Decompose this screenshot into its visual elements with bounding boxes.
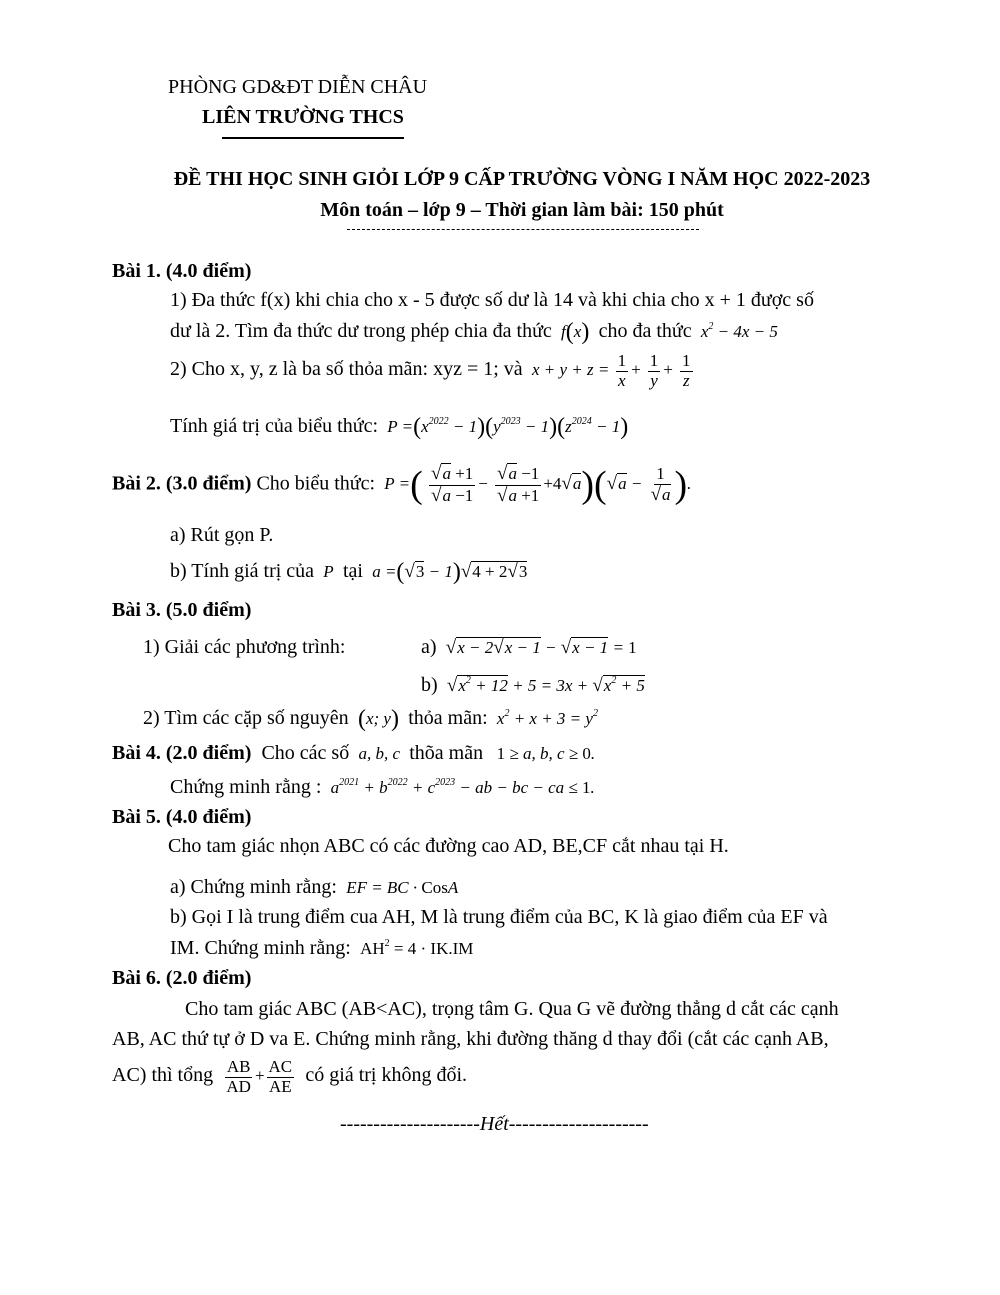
end-marker: ---------------------Hết--------------------- xyxy=(340,1113,649,1135)
bai6-line1: Cho tam giác ABC (AB<AC), trọng tâm G. Qua G vẽ đường thẳng d cắt các cạnh xyxy=(185,998,839,1020)
bai5-intro: Cho tam giác nhọn ABC có các đường cao AD, BE,CF cắt nhau tại H. xyxy=(168,835,729,857)
bai2-part-b: b) Tính giá trị của P tại a =(√3 − 1)√4 + 2√3 xyxy=(170,559,528,585)
bai2-part-a: a) Rút gọn P. xyxy=(170,524,274,546)
bai1-part3: Tính giá trị của biểu thức: $P =(x^{2022} - 1)(y^{2023} - 1)(z^{2024} - 1)$ xyxy=(170,414,629,440)
bai6-line3: AC) thì tổng $\frac{AB}{AD}$ + $\frac{AC}{AE}$ có giá trị không đổi. xyxy=(112,1057,468,1096)
bai5-part-b-line2: IM. Chứng minh rằng: $AH^2 = 4 \cdot IK.IM$ xyxy=(170,937,474,959)
bai3-heading: Bài 3. (5.0 điểm) xyxy=(112,599,252,621)
bai4-line2: Chứng minh rằng : $a^{2021} + b^{2022} + c^{2023}$ − ab − bc − ca ≤ 1. xyxy=(170,776,595,798)
bai1-heading: Bài 1. (4.0 điểm) xyxy=(112,260,252,282)
bai1-part1-line2: dư là 2. Tìm đa thức dư trong phép chia đa thức f(x) cho đa thức $x^2 - 4x - 5$ xyxy=(170,319,778,345)
department-name: PHÒNG GD&ĐT DIỄN CHÂU xyxy=(168,76,428,98)
bai2-line: Bài 2. (3.0 điểm) Cho biểu thức: P =( $\frac{√a +1}{√a -1}$ − $\frac{√a -1}{√a +1}$ +4√a)(√a − $\frac{1}{√a}$ ). xyxy=(112,463,692,507)
bai4-line1: Bài 4. (2.0 điểm) Cho các số a, b, c thõa mãn 1 ≥ a, b, c ≥ 0. xyxy=(112,742,596,764)
subtitle-underline xyxy=(347,229,699,230)
bai3-part2: 2) Tìm các cặp số nguyên (x; y) thỏa mãn: $x^2 + x + 3 = y^2$ xyxy=(143,706,598,732)
bai3-eq-a: a) √x − 2√x − 1 − √x − 1 = 1 xyxy=(421,636,637,658)
school-name: LIÊN TRƯỜNG THCS xyxy=(202,106,404,128)
bai5-part-b-line1: b) Gọi I là trung điểm cua AH, M là trung điểm của BC, K là giao điểm của EF và xyxy=(170,906,828,928)
bai5-part-a: a) Chứng minh rằng: EF = BC · CosA xyxy=(170,876,459,898)
bai1-part1-line1: 1) Đa thức f(x) khi chia cho x - 5 được số dư là 14 và khi chia cho x + 1 được số xyxy=(170,289,814,311)
exam-title: ĐỀ THI HỌC SINH GIỎI LỚP 9 CẤP TRƯỜNG VÒNG I NĂM HỌC 2022-2023 xyxy=(173,168,871,190)
bai6-heading: Bài 6. (2.0 điểm) xyxy=(112,967,252,989)
bai3-eq-b: b) $√x^2 + 12 + 5 = 3x + √x^2 + 5$ xyxy=(421,674,645,696)
bai5-heading: Bài 5. (4.0 điểm) xyxy=(112,806,252,828)
bai1-part2: 2) Cho x, y, z là ba số thỏa mãn: xyz = 1; và x + y + z = $\frac{1}{x}$ + $\frac{1}{y}$ + $\frac{1}{z}$ xyxy=(170,351,691,390)
bai6-line2: AB, AC thứ tự ở D va E. Chứng minh rằng, khi đường thăng d thay đổi (cắt các cạnh AB, xyxy=(112,1028,829,1050)
exam-subtitle: Môn toán – lớp 9 – Thời gian làm bài: 150 phút xyxy=(320,199,724,221)
bai3-part1: 1) Giải các phương trình: xyxy=(143,636,346,658)
header-underline xyxy=(222,137,404,139)
